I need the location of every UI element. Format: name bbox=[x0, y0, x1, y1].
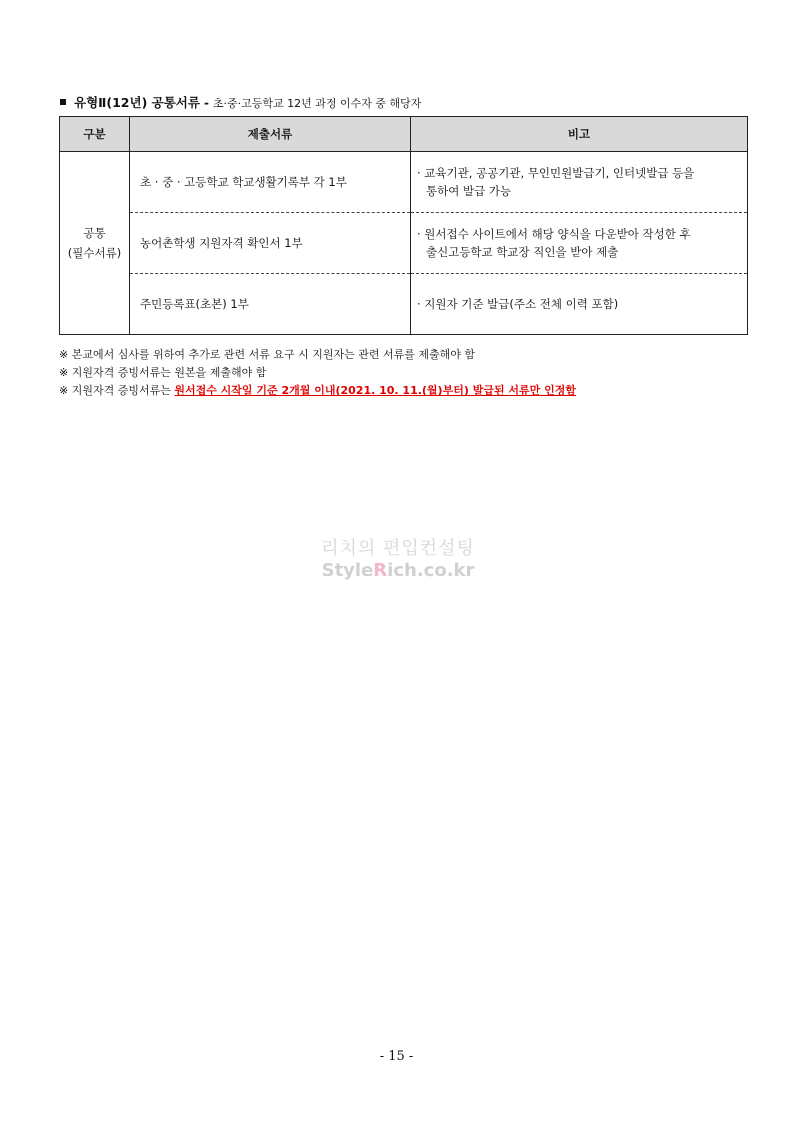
footnote-2: ※ 지원자격 증빙서류는 원본을 제출해야 함 bbox=[59, 366, 267, 379]
footnotes bbox=[59, 346, 576, 400]
watermark-url-accent: R bbox=[373, 560, 388, 581]
document-cell: 농어촌학생 지원자격 확인서 1부 bbox=[130, 213, 411, 274]
documents-table bbox=[59, 116, 748, 335]
watermark bbox=[318, 534, 478, 581]
category-line1: 공통 bbox=[83, 226, 106, 240]
section-title: 유형Ⅱ(12년) 공통서류 bbox=[74, 95, 200, 110]
watermark-korean: 리치의 편입컨설팅 bbox=[321, 538, 475, 559]
document-cell: 초 · 중 · 고등학교 학교생활기록부 각 1부 bbox=[130, 152, 411, 213]
remark-line1: · 원서접수 사이트에서 해당 양식을 다운받아 작성한 후 bbox=[417, 227, 691, 241]
remark-line2: 출신고등학교 학교장 직인을 받아 제출 bbox=[426, 245, 619, 259]
header-documents: 제출서류 bbox=[130, 117, 411, 152]
table-row bbox=[60, 274, 748, 335]
section-heading bbox=[60, 93, 421, 111]
page-number: - 15 - bbox=[379, 1049, 414, 1064]
header-category: 구분 bbox=[60, 117, 130, 152]
table-row bbox=[60, 213, 748, 274]
watermark-url bbox=[318, 560, 478, 581]
remark-cell bbox=[411, 274, 748, 335]
document-cell: 주민등록표(초본) 1부 bbox=[130, 274, 411, 335]
footnote-3-highlight: 원서접수 시작일 기준 2개월 이내(2021. 10. 11.(월)부터) 발급된 서류만 인정함 bbox=[174, 384, 576, 397]
table-header-row bbox=[60, 117, 748, 152]
watermark-url-part2: ich.co.kr bbox=[387, 560, 475, 581]
category-cell bbox=[60, 152, 130, 335]
footnote-3 bbox=[59, 382, 576, 400]
header-remarks: 비고 bbox=[411, 117, 748, 152]
footnote-3-prefix: ※ 지원자격 증빙서류는 bbox=[59, 384, 175, 397]
category-line2: (필수서류) bbox=[67, 246, 122, 260]
table-row bbox=[60, 152, 748, 213]
remark-cell bbox=[411, 152, 748, 213]
title-dash: - bbox=[203, 96, 209, 110]
remark-line2: 통하여 발급 가능 bbox=[426, 184, 512, 198]
remark-line1: · 교육기관, 공공기관, 무인민원발급기, 인터넷발급 등을 bbox=[417, 166, 695, 180]
remark-cell bbox=[411, 213, 748, 274]
square-bullet-icon bbox=[60, 99, 66, 105]
footnote-1: ※ 본교에서 심사를 위하여 추가로 관련 서류 요구 시 지원자는 관련 서류를 제출해야 함 bbox=[59, 348, 475, 361]
section-subtitle: 초·중·고등학교 12년 과정 이수자 중 해당자 bbox=[212, 97, 422, 110]
remark-line1: · 지원자 기준 발급(주소 전체 이력 포함) bbox=[417, 297, 619, 311]
watermark-url-part1: Style bbox=[321, 560, 374, 581]
